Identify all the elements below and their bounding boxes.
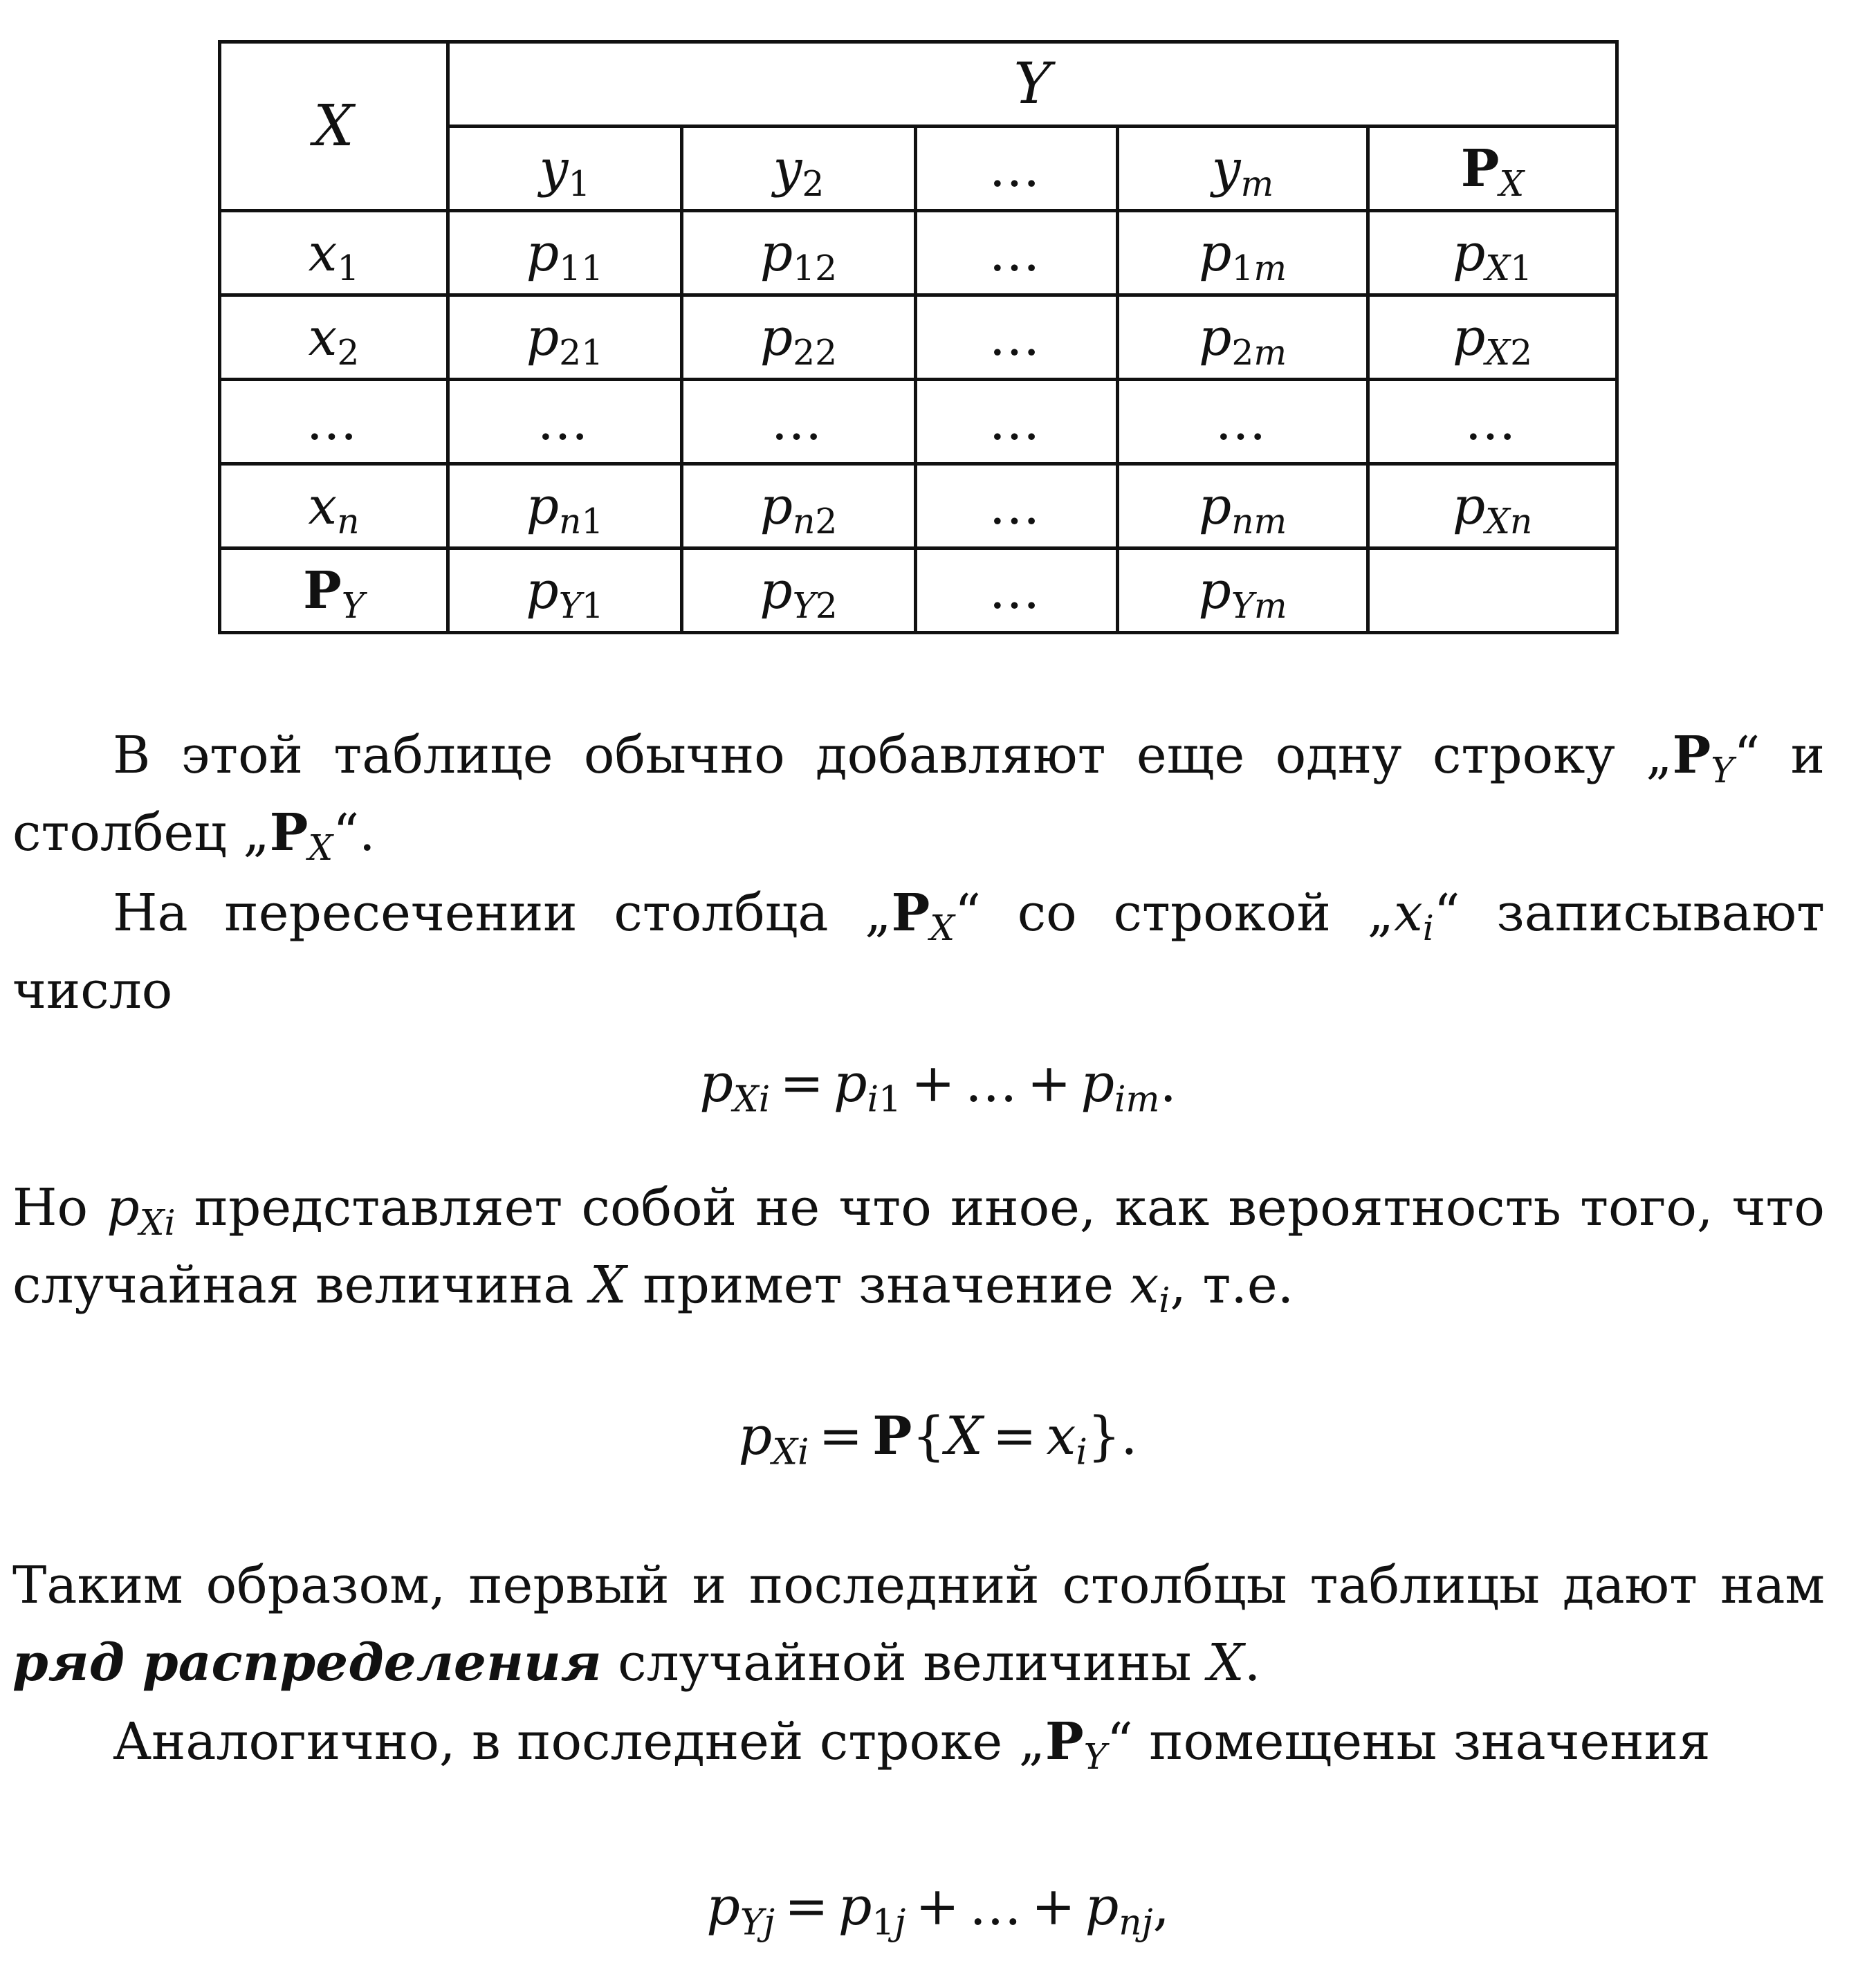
col-header-px: $P_X$ [1368, 127, 1617, 211]
cell-dots: … [916, 464, 1118, 549]
row-label-x1: $x_1$ [220, 211, 448, 295]
cell-dots: … [448, 380, 682, 464]
formula-1: $p_{Xi} = p_{i1}$ + … + $p_{im}$. [699, 1052, 1177, 1121]
cell-pxn: $p_{Xn}$ [1368, 464, 1617, 549]
cell-py2: $p_{Y2}$ [682, 549, 916, 633]
formula-3: $p_{Yj} = p_{1j}$ + … + $p_{nj}$, [706, 1875, 1170, 1944]
cell-dots: … [916, 549, 1118, 633]
paragraph-4: Таким образом, первый и последний столбцы таблицы дают нам ряд распределения случайной величины X. [12, 1556, 1825, 1693]
cell-py1: $p_{Y1}$ [448, 549, 682, 633]
header-x: X [220, 42, 448, 211]
paragraph-3: Но $p_{Xi}$ представляет собой не что иное, как вероятность того, что случайная величина X примет значение $x_i$, т.е. [12, 1178, 1825, 1321]
cell-px1: $p_{X1}$ [1368, 211, 1617, 295]
paragraph-2: На пересечении столбца $„P_X“$ со строкой $„x_i“$ записывают число [12, 883, 1825, 1020]
paragraph-1: В этой таблице обычно добавляют еще одну строку $„P_Y“$ и столбец $„P_X“$. [12, 726, 1825, 869]
cell-p2m: $p_{2m}$ [1118, 295, 1368, 380]
cell-dots: … [1368, 380, 1617, 464]
table-row [220, 295, 1617, 380]
cell-p11: $p_{11}$ [448, 211, 682, 295]
row-label-x2: $x_2$ [220, 295, 448, 380]
cell-pn2: $p_{n2}$ [682, 464, 916, 549]
cell-dots: … [916, 380, 1118, 464]
cell-pym: $p_{Ym}$ [1118, 549, 1368, 633]
row-label-xn: $x_n$ [220, 464, 448, 549]
paragraph-5: Аналогично, в последней строке $„P_Y“$ помещены значения [113, 1712, 1711, 1778]
cell-p12: $p_{12}$ [682, 211, 916, 295]
table-row [220, 549, 1617, 633]
distribution-table [218, 40, 1619, 634]
table-row [220, 211, 1617, 295]
cell-dots: … [1118, 380, 1368, 464]
header-y: Y [448, 42, 1617, 127]
table-header-row-1 [220, 42, 1617, 127]
cell-px2: $p_{X2}$ [1368, 295, 1617, 380]
formula-2: $p_{Xi} = P\{X = x_i\}$. [738, 1405, 1138, 1473]
cell-p22: $p_{22}$ [682, 295, 916, 380]
cell-pn1: $p_{n1}$ [448, 464, 682, 549]
cell-dots: … [916, 211, 1118, 295]
cell-empty [1368, 549, 1617, 633]
col-header-y2: $y_2$ [682, 127, 916, 211]
col-header-dots: … [916, 127, 1118, 211]
cell-dots: … [916, 295, 1118, 380]
cell-p21: $p_{21}$ [448, 295, 682, 380]
row-label-dots: … [220, 380, 448, 464]
table-row [220, 380, 1617, 464]
emphasis-term: ряд распределения [12, 1633, 602, 1693]
col-header-ym: $y_m$ [1118, 127, 1368, 211]
col-header-y1: $y_1$ [448, 127, 682, 211]
cell-p1m: $p_{1m}$ [1118, 211, 1368, 295]
row-label-py: $P_Y$ [220, 549, 448, 633]
table-row [220, 464, 1617, 549]
cell-dots: … [682, 380, 916, 464]
cell-pnm: $p_{nm}$ [1118, 464, 1368, 549]
